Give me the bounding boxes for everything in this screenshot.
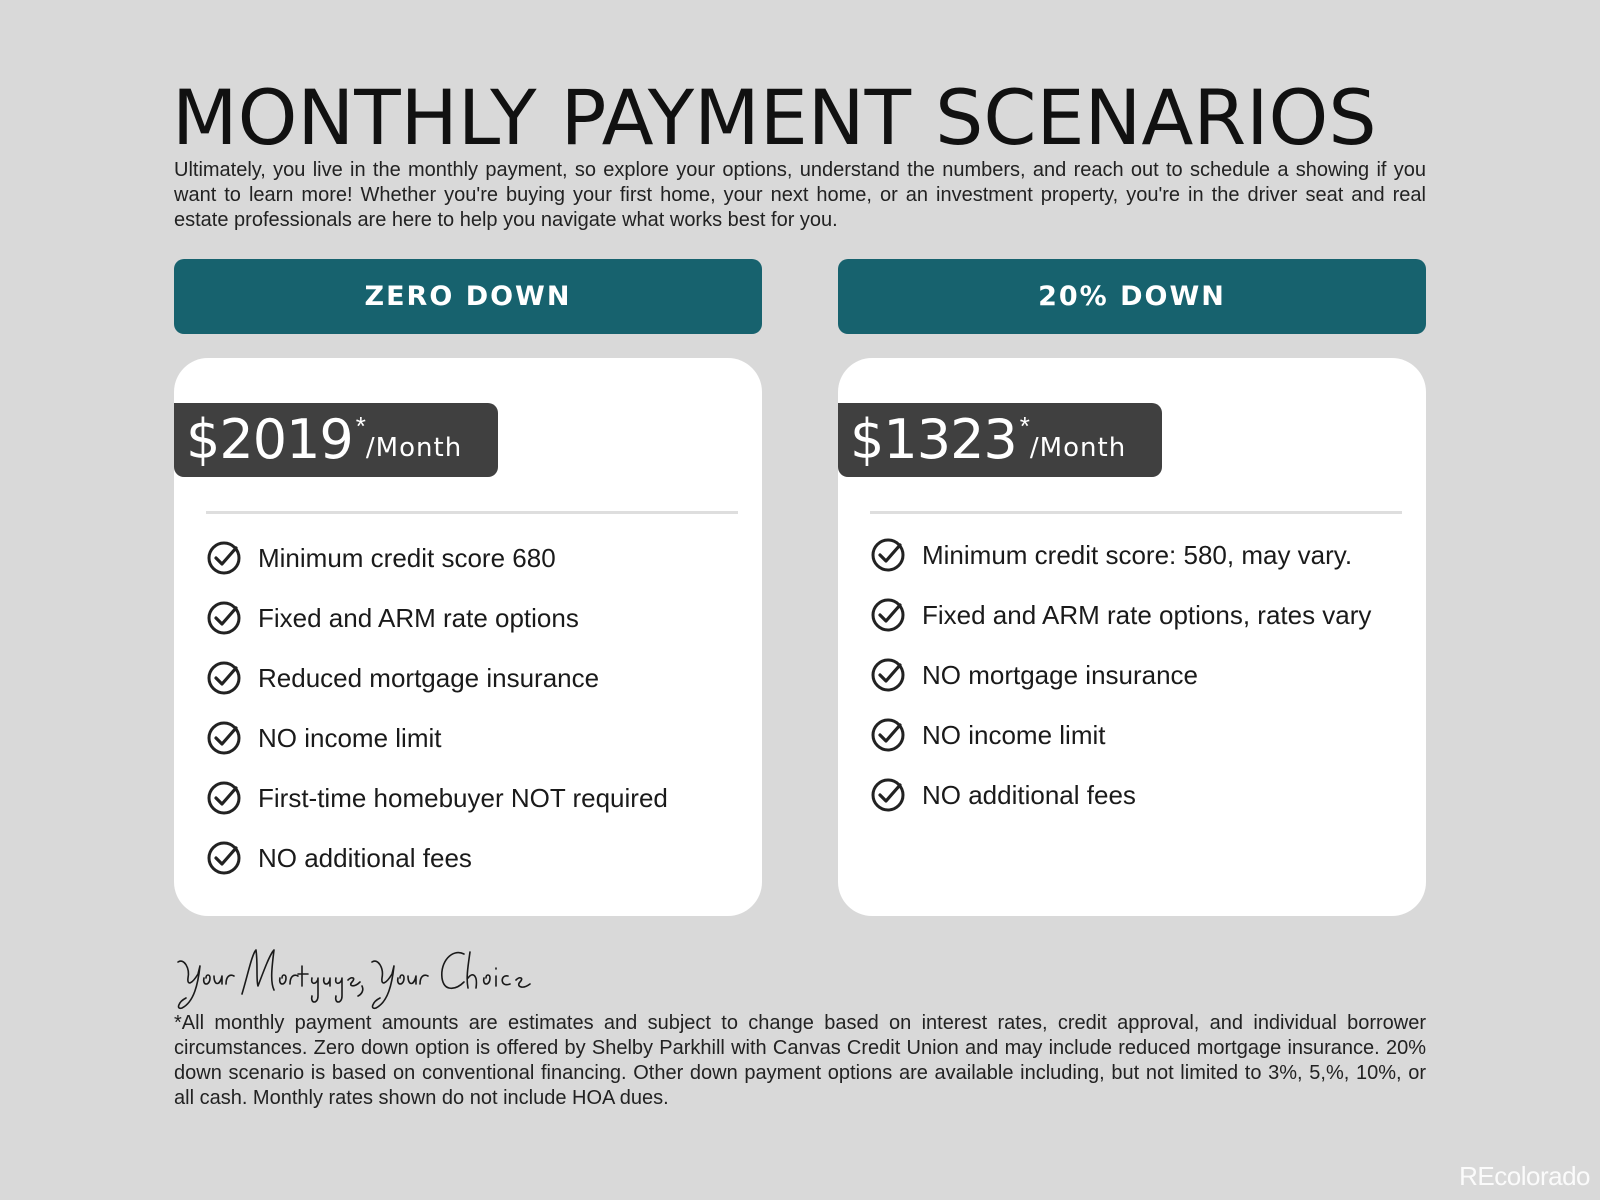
feature-item <box>206 708 668 768</box>
feature-text: NO mortgage insurance <box>922 659 1199 690</box>
check-circle-icon <box>206 540 242 576</box>
twenty-percent-down-feature-list <box>870 525 1371 825</box>
check-circle-icon <box>206 780 242 816</box>
feature-text: NO income limit <box>922 719 1106 750</box>
feature-text: Fixed and ARM rate options <box>258 602 579 633</box>
feature-item <box>206 828 668 888</box>
feature-item <box>870 645 1371 705</box>
twenty-percent-down-divider <box>870 511 1402 514</box>
check-circle-icon <box>870 717 906 753</box>
disclaimer: *All monthly payment amounts are estimates and subject to change based on interest rates, credit approval, and individual borrower circumstances. Zero down option is offered by Shelby Parkhill with Canvas Credit Union and may include reduced mortgage insurance. 20% down scenario is based on conventional financing. Other down payment options are available including, but not limited to 3%, 5,%, 10%, or all cash. Monthly rates shown do not include HOA dues. <box>174 1012 1426 1109</box>
twenty-percent-down-price-period: /Month <box>1029 433 1127 463</box>
feature-item <box>206 588 668 648</box>
feature-text: NO additional fees <box>922 779 1136 810</box>
zero-down-card <box>174 358 762 916</box>
check-circle-icon <box>206 720 242 756</box>
feature-text: Minimum credit score: 580, may vary. <box>922 539 1353 570</box>
zero-down-price-asterisk: * <box>355 411 366 441</box>
twenty-percent-down-price-asterisk: * <box>1019 411 1030 441</box>
feature-item <box>206 528 668 588</box>
intro-paragraph: Ultimately, you live in the monthly payment, so explore your options, understand the numbers, and reach out to schedule a showing if you want to learn more! Whether you're buying your first home, your next home, or an investment property, you're in the driver seat and real estate professionals are here to help you navigate what works best for you. <box>174 159 1426 231</box>
feature-text: NO income limit <box>258 722 442 753</box>
twenty-percent-down-card <box>838 358 1426 916</box>
check-circle-icon <box>206 600 242 636</box>
tagline-script <box>174 944 554 1014</box>
feature-text: NO additional fees <box>258 842 472 873</box>
check-circle-icon <box>870 657 906 693</box>
zero-down-header: ZERO DOWN <box>174 259 762 334</box>
zero-down-divider <box>206 511 738 514</box>
check-circle-icon <box>206 660 242 696</box>
feature-item <box>870 765 1371 825</box>
twenty-percent-down-price: $1323 <box>850 408 1017 471</box>
page-title: MONTHLY PAYMENT SCENARIOS <box>172 73 1377 162</box>
zero-down-feature-list <box>206 528 668 888</box>
check-circle-icon <box>206 840 242 876</box>
feature-item <box>870 705 1371 765</box>
zero-down-price-period: /Month <box>365 433 463 463</box>
feature-text: Reduced mortgage insurance <box>258 662 600 693</box>
twenty-percent-down-price-tag <box>838 403 1162 477</box>
feature-text: Fixed and ARM rate options, rates vary <box>922 599 1372 630</box>
feature-item <box>870 525 1371 585</box>
check-circle-icon <box>870 537 906 573</box>
feature-item <box>206 648 668 708</box>
check-circle-icon <box>870 597 906 633</box>
zero-down-price-tag <box>174 403 498 477</box>
feature-text: First-time homebuyer NOT required <box>258 782 668 813</box>
check-circle-icon <box>870 777 906 813</box>
feature-text: Minimum credit score 680 <box>258 542 556 573</box>
watermark: REcolorado <box>1459 1161 1590 1191</box>
zero-down-price: $2019 <box>186 408 353 471</box>
feature-item <box>870 585 1371 645</box>
feature-item <box>206 768 668 828</box>
twenty-percent-down-header: 20% DOWN <box>838 259 1426 334</box>
